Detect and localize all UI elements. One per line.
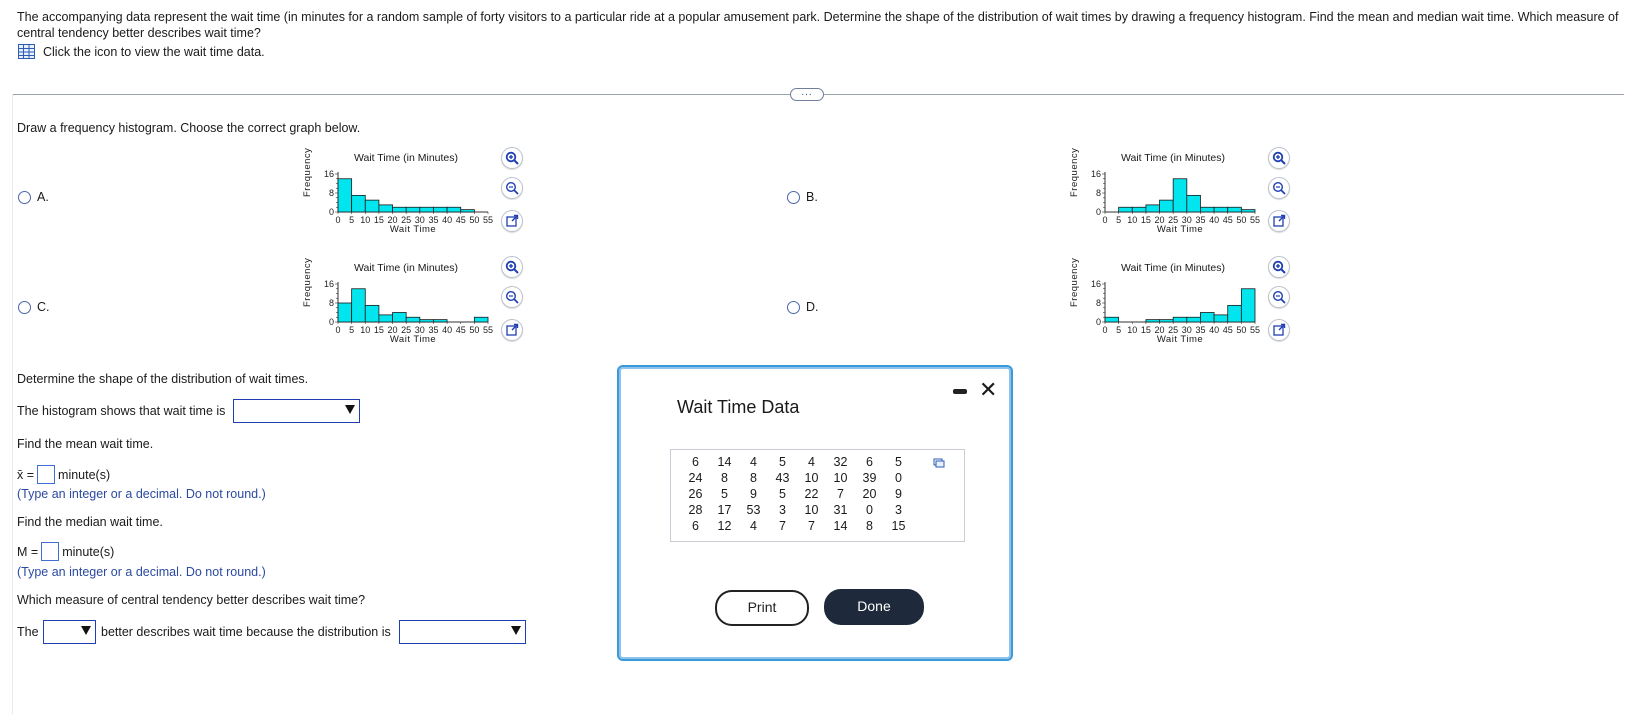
median-symbol: M = xyxy=(17,544,39,559)
x-tick-label: 55 xyxy=(1249,215,1261,225)
histogram-bar xyxy=(1214,315,1228,322)
x-tick-label: 10 xyxy=(1127,325,1138,335)
mean-input[interactable] xyxy=(37,465,55,484)
y-tick-label: 0 xyxy=(328,317,334,327)
table-cell: 9 xyxy=(895,487,902,501)
table-cell: 24 xyxy=(688,471,703,485)
table-cell: 10 xyxy=(804,471,819,485)
expand-button[interactable]: ... xyxy=(790,88,824,101)
shape-statement: The histogram shows that wait time is xyxy=(17,404,226,418)
option-a[interactable] xyxy=(18,190,49,204)
x-tick-label: 0 xyxy=(1102,325,1108,335)
dropdown-arrow-icon xyxy=(81,626,91,635)
x-tick-label: 25 xyxy=(1168,325,1179,335)
data-link-text[interactable]: Click the icon to view the wait time data. xyxy=(43,44,265,59)
zoom-out-icon xyxy=(505,181,519,195)
y-axis-label: Frequency xyxy=(1069,147,1080,197)
x-tick-label: 5 xyxy=(1116,215,1122,225)
x-tick-label: 30 xyxy=(414,215,425,225)
y-tick-label: 8 xyxy=(328,298,334,308)
mean-symbol: x̄ = xyxy=(17,467,35,482)
histogram-bar xyxy=(1200,207,1214,212)
histogram-bar xyxy=(338,303,352,322)
table-cell: 4 xyxy=(750,519,757,533)
table-cell: 12 xyxy=(717,519,732,533)
histogram-bar xyxy=(352,195,366,212)
table-cell: 26 xyxy=(688,487,703,501)
table-cell: 5 xyxy=(895,455,902,469)
x-tick-label: 20 xyxy=(387,325,398,335)
x-tick-label: 0 xyxy=(335,325,341,335)
table-cell: 7 xyxy=(808,519,815,533)
histogram-bar xyxy=(1132,207,1146,212)
table-cell: 6 xyxy=(866,455,873,469)
x-tick-label: 45 xyxy=(1222,325,1233,335)
table-cell: 5 xyxy=(721,487,728,501)
x-tick-label: 30 xyxy=(1181,325,1192,335)
table-cell: 53 xyxy=(746,503,761,517)
part2-prompt: Determine the shape of the distribution of wait times. xyxy=(17,372,309,386)
x-tick-label: 30 xyxy=(1181,215,1192,225)
chart-title: Wait Time (in Minutes) xyxy=(1120,262,1226,274)
zoom-out-icon xyxy=(505,290,519,304)
x-tick-label: 5 xyxy=(1116,325,1122,335)
table-cell: 5 xyxy=(779,455,786,469)
option-b[interactable] xyxy=(787,190,818,204)
x-tick-label: 20 xyxy=(1154,325,1165,335)
histogram-bar xyxy=(1173,317,1187,322)
x-tick-label: 35 xyxy=(428,325,439,335)
measure-dropdown[interactable] xyxy=(43,620,96,644)
y-tick-label: 8 xyxy=(328,188,334,198)
x-tick-label: 40 xyxy=(442,325,453,335)
shape-dropdown[interactable] xyxy=(233,399,360,423)
zoom-in-icon xyxy=(1272,260,1286,274)
x-tick-label: 40 xyxy=(1209,325,1220,335)
histogram-bar xyxy=(1228,207,1242,212)
y-tick-label: 0 xyxy=(1095,317,1101,327)
table-cell: 8 xyxy=(866,519,873,533)
histogram-bar xyxy=(420,320,434,322)
table-cell: 7 xyxy=(779,519,786,533)
table-cell: 8 xyxy=(721,471,728,485)
dialog-title: Wait Time Data xyxy=(677,397,800,417)
zoom-in-icon xyxy=(505,260,519,274)
table-cell: 6 xyxy=(692,455,699,469)
question-text: The accompanying data represent the wait time (in minutes for a random sample of forty visitors to a particular ride at a popular amusement park. Determine the shape of the distribution of wait times by drawing a frequency histogram. Find the mean and median wait time. Which measure of central tendency better describes wait time? xyxy=(17,10,1619,40)
histogram-bar xyxy=(365,200,379,212)
option-d[interactable] xyxy=(787,300,819,314)
y-axis-label: Frequency xyxy=(302,257,313,307)
table-cell: 28 xyxy=(688,503,703,517)
zoom-out-icon xyxy=(1272,181,1286,195)
histogram-c xyxy=(302,257,508,352)
option-b-label: B. xyxy=(806,190,818,204)
histogram-bar xyxy=(433,207,447,212)
x-tick-label: 0 xyxy=(1102,215,1108,225)
data-table xyxy=(670,449,965,542)
table-cell: 6 xyxy=(692,519,699,533)
dropdown-arrow-icon xyxy=(345,405,355,414)
histogram-bar xyxy=(1187,195,1201,212)
table-cell: 0 xyxy=(895,471,902,485)
zoom-out-button-a[interactable] xyxy=(501,177,523,199)
table-cell: 3 xyxy=(895,503,902,517)
histogram-bar xyxy=(461,210,475,212)
part4-prompt: Find the median wait time. xyxy=(17,515,163,529)
histogram-bar xyxy=(365,305,379,322)
minimize-icon[interactable] xyxy=(953,389,967,394)
table-cell: 3 xyxy=(779,503,786,517)
part5-prompt: Which measure of central tendency better describes wait time? xyxy=(17,593,366,607)
x-tick-label: 35 xyxy=(428,215,439,225)
histogram-bar xyxy=(1160,200,1174,212)
radio-c[interactable] xyxy=(18,301,31,314)
table-row xyxy=(681,502,913,518)
table-cell: 14 xyxy=(717,455,732,469)
option-c-label: C. xyxy=(37,300,50,314)
y-tick-label: 16 xyxy=(1090,279,1101,289)
histogram-bar xyxy=(393,207,407,212)
median-input[interactable] xyxy=(41,542,59,561)
option-a-label: A. xyxy=(37,190,49,204)
x-tick-label: 15 xyxy=(373,215,384,225)
x-tick-label: 45 xyxy=(1222,215,1233,225)
histogram-bar xyxy=(1160,320,1174,322)
dropdown-arrow-icon xyxy=(511,626,521,635)
chart-title: Wait Time (in Minutes) xyxy=(353,152,459,164)
median-hint: (Type an integer or a decimal. Do not round.) xyxy=(17,565,266,579)
histogram-bar xyxy=(447,207,461,212)
table-cell: 0 xyxy=(866,503,873,517)
x-tick-label: 35 xyxy=(1195,325,1206,335)
x-tick-label: 10 xyxy=(360,325,371,335)
x-tick-label: 15 xyxy=(1140,215,1151,225)
y-tick-label: 8 xyxy=(1095,298,1101,308)
done-button[interactable]: Done xyxy=(824,589,924,625)
table-cell: 31 xyxy=(833,503,848,517)
histogram-bar xyxy=(1214,207,1228,212)
x-tick-label: 50 xyxy=(1236,325,1247,335)
table-cell: 4 xyxy=(750,455,757,469)
zoom-in-button-d[interactable] xyxy=(1268,256,1290,278)
x-tick-label: 5 xyxy=(349,325,355,335)
zoom-in-icon xyxy=(505,151,519,165)
table-cell: 17 xyxy=(717,503,732,517)
radio-d[interactable] xyxy=(787,301,800,314)
y-axis-label: Frequency xyxy=(302,147,313,197)
table-cell: 10 xyxy=(804,503,819,517)
table-cell: 43 xyxy=(775,471,790,485)
open-new-window-button-d[interactable] xyxy=(1268,319,1290,341)
x-tick-label: 45 xyxy=(455,325,466,335)
x-tick-label: 50 xyxy=(1236,215,1247,225)
x-tick-label: 20 xyxy=(387,215,398,225)
mean-row xyxy=(17,465,110,484)
option-c[interactable] xyxy=(18,300,50,314)
x-axis-label: Wait Time xyxy=(389,224,437,235)
part5-prefix: The xyxy=(17,625,39,639)
external-link-icon xyxy=(1272,323,1286,337)
zoom-out-button-b[interactable] xyxy=(1268,177,1290,199)
histogram-bar xyxy=(420,207,434,212)
open-new-window-button-c[interactable] xyxy=(501,319,523,341)
mean-hint: (Type an integer or a decimal. Do not round.) xyxy=(17,487,266,501)
print-button[interactable]: Print xyxy=(715,590,809,626)
histogram-bar xyxy=(406,317,420,322)
table-row xyxy=(681,518,913,534)
wait-time-data-dialog xyxy=(617,365,1013,661)
histogram-b xyxy=(1069,147,1275,242)
histogram-bar xyxy=(1146,205,1160,212)
x-tick-label: 15 xyxy=(373,325,384,335)
table-cell: 5 xyxy=(779,487,786,501)
table-cell: 22 xyxy=(804,487,819,501)
x-tick-label: 45 xyxy=(455,215,466,225)
histogram-bar xyxy=(379,205,393,212)
median-unit: minute(s) xyxy=(62,544,115,559)
chart-title: Wait Time (in Minutes) xyxy=(353,262,459,274)
chart-title: Wait Time (in Minutes) xyxy=(1120,152,1226,164)
zoom-out-icon xyxy=(1272,290,1286,304)
option-d-label: D. xyxy=(806,300,819,314)
histogram-bar xyxy=(1119,207,1133,212)
table-cell: 10 xyxy=(833,471,848,485)
x-axis-label: Wait Time xyxy=(1156,334,1204,345)
open-new-window-button-a[interactable] xyxy=(501,210,523,232)
distribution-dropdown[interactable] xyxy=(399,620,526,644)
histogram-bar xyxy=(1173,179,1187,212)
part3-prompt: Find the mean wait time. xyxy=(17,437,154,451)
y-tick-label: 0 xyxy=(328,207,334,217)
x-tick-label: 50 xyxy=(469,215,480,225)
x-tick-label: 25 xyxy=(1168,215,1179,225)
table-row xyxy=(681,486,913,502)
histogram-bar xyxy=(379,315,393,322)
x-tick-label: 0 xyxy=(335,215,341,225)
y-tick-label: 0 xyxy=(1095,207,1101,217)
zoom-in-button-c[interactable] xyxy=(501,256,523,278)
histogram-bar xyxy=(1200,313,1214,323)
x-tick-label: 55 xyxy=(482,215,494,225)
histogram-bar xyxy=(1228,305,1242,322)
table-row xyxy=(681,470,913,486)
x-tick-label: 35 xyxy=(1195,215,1206,225)
histogram-bar xyxy=(1187,317,1201,322)
mean-unit: minute(s) xyxy=(58,467,111,482)
histogram-bar xyxy=(1241,289,1255,322)
x-tick-label: 10 xyxy=(1127,215,1138,225)
part5-middle: better describes wait time because the distribution is xyxy=(101,625,391,639)
table-cell: 7 xyxy=(837,487,844,501)
table-cell: 32 xyxy=(833,455,848,469)
table-cell: 39 xyxy=(862,471,877,485)
x-tick-label: 15 xyxy=(1140,325,1151,335)
open-new-window-button-b[interactable] xyxy=(1268,210,1290,232)
x-tick-label: 25 xyxy=(401,325,412,335)
x-tick-label: 5 xyxy=(349,215,355,225)
data-link[interactable] xyxy=(18,44,265,59)
x-tick-label: 55 xyxy=(482,325,494,335)
histogram-bar xyxy=(1146,320,1160,322)
close-icon[interactable]: ✕ xyxy=(979,377,998,402)
x-tick-label: 40 xyxy=(442,215,453,225)
zoom-out-button-c[interactable] xyxy=(501,286,523,308)
table-cell: 8 xyxy=(750,471,757,485)
histogram-bar xyxy=(1105,317,1119,322)
radio-b[interactable] xyxy=(787,191,800,204)
x-tick-label: 40 xyxy=(1209,215,1220,225)
external-link-icon xyxy=(505,214,519,228)
table-row xyxy=(681,454,913,470)
x-tick-label: 30 xyxy=(414,325,425,335)
external-link-icon xyxy=(505,323,519,337)
histogram-a xyxy=(302,147,508,242)
zoom-out-button-d[interactable] xyxy=(1268,286,1290,308)
x-tick-label: 10 xyxy=(360,215,371,225)
median-row xyxy=(17,542,114,561)
external-link-icon xyxy=(1272,214,1286,228)
copy-icon[interactable] xyxy=(933,458,945,468)
y-axis-label: Frequency xyxy=(1069,257,1080,307)
histogram-bar xyxy=(406,207,420,212)
x-tick-label: 25 xyxy=(401,215,412,225)
table-cell: 9 xyxy=(750,487,757,501)
zoom-in-button-a[interactable] xyxy=(501,147,523,169)
histogram-bar xyxy=(393,313,407,323)
table-cell: 15 xyxy=(891,519,906,533)
x-tick-label: 50 xyxy=(469,325,480,335)
x-axis-label: Wait Time xyxy=(1156,224,1204,235)
part1-prompt: Draw a frequency histogram. Choose the correct graph below. xyxy=(17,121,361,135)
table-grid-icon[interactable] xyxy=(18,44,35,59)
y-tick-label: 16 xyxy=(1090,169,1101,179)
radio-a[interactable] xyxy=(18,191,31,204)
table-cell: 4 xyxy=(808,455,815,469)
zoom-in-button-b[interactable] xyxy=(1268,147,1290,169)
y-tick-label: 16 xyxy=(323,169,334,179)
histogram-bar xyxy=(1241,210,1255,212)
histogram-bar xyxy=(338,179,352,212)
y-tick-label: 16 xyxy=(323,279,334,289)
x-axis-label: Wait Time xyxy=(389,334,437,345)
zoom-in-icon xyxy=(1272,151,1286,165)
histogram-bar xyxy=(352,289,366,322)
histogram-bar xyxy=(433,320,447,322)
x-tick-label: 55 xyxy=(1249,325,1261,335)
table-cell: 20 xyxy=(862,487,877,501)
left-border xyxy=(12,94,13,714)
y-tick-label: 8 xyxy=(1095,188,1101,198)
histogram-bar xyxy=(474,317,488,322)
histogram-d xyxy=(1069,257,1275,352)
x-tick-label: 20 xyxy=(1154,215,1165,225)
table-cell: 14 xyxy=(833,519,848,533)
